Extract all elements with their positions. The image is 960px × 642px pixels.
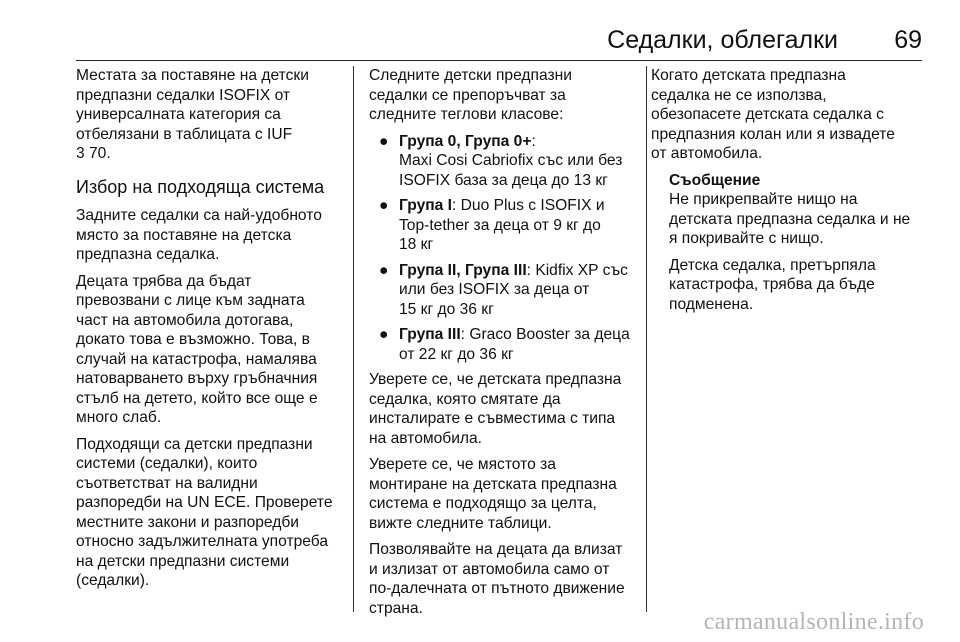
bullet-icon: ●: [379, 326, 389, 343]
col2-intro: Следните детски предпазни седалки се препоръчват за следните теглови класове:: [369, 67, 572, 123]
col1-paragraph-2: Децата трябва да бъдат превозвани с лице към задната част на автомобила дотогава, докато това е възможно. Това, в случай на катастрофа, намалява натоварването върху гръбначния стълб на детето, който все още е много слаб.: [76, 272, 318, 426]
column-3: [651, 66, 931, 321]
list-item-text: : Maxi Cosi Cabriofix със или без ISOFIX база за деца до 13 кг: [399, 132, 623, 189]
list-item-text: : Duo Plus с ISOFIX и Top-tether за деца от 9 кг до 18 кг: [399, 197, 605, 253]
col1-intro-text: Местата за поставяне на детски предпазни седалки ISOFIX от универсалната категория са отбелязани в таблицата с IUF: [76, 67, 309, 143]
column-1: [76, 66, 352, 598]
col3-paragraph-1: Когато детската предпазна седалка не се използва, обезопасете детската седалка с предпазния колан или я извадете от автомобила.: [651, 67, 895, 162]
note-block: [651, 171, 931, 315]
col1-paragraph-3: Подходящи са детски предпазни системи (седалки), които съответстват на валидни разпоредби на UN ECE. Проверете местните закони и разпоредби относно задължителната употреба на детски предпазни системи (седалки).: [76, 435, 333, 589]
bullet-icon: ●: [379, 197, 389, 214]
list-item-label: Група 0, Група 0+: [399, 132, 532, 150]
list-item-label: Група I: [399, 197, 452, 214]
list-item: [369, 325, 639, 364]
bullet-icon: ●: [379, 261, 389, 279]
page-header: [0, 22, 960, 58]
note-paragraph-1: Не прикрепвайте нищо на детската предпазна седалка и не я покривайте с нищо.: [669, 191, 911, 247]
list-item-text: : Graco Booster за деца от 22 кг до 36 кг: [399, 326, 630, 363]
list-item: [369, 261, 639, 320]
note-paragraph-2: Детска седалка, претърпяла катастрофа, трябва да бъде подменена.: [669, 256, 876, 313]
column-divider-1: [353, 66, 354, 612]
col1-paragraph-1: Задните седалки са най-удобното място за поставяне на детска предпазна седалка.: [76, 207, 322, 263]
col2-paragraph-1: Уверете се, че детската предпазна седалка, която смятате да инсталирате е съвместима с типа на автомобила.: [369, 371, 622, 447]
col2-paragraph-3: Позволявайте на децата да влизат и излизат от автомобила само от по-далечната от пътното движение страна.: [369, 541, 625, 617]
bullet-icon: ●: [379, 132, 389, 150]
section-heading: Избор на подходяща система: [76, 176, 325, 197]
list-item: [369, 196, 639, 255]
list-item-text: : Kidfix XP със или без ISOFIX за деца от 15 кг до 36 кг: [399, 261, 628, 318]
seat-group-list: [369, 132, 639, 365]
col1-intro: [76, 66, 352, 164]
list-item: [369, 132, 639, 191]
list-item-label: Група II, Група III: [399, 261, 527, 279]
note-title: Съобщение: [669, 171, 761, 189]
watermark: carmanualsonline.info: [703, 609, 924, 635]
section-title: Седалки, облегалки: [607, 26, 838, 54]
page-number: 69: [894, 26, 922, 54]
column-2: [369, 66, 639, 625]
list-item-label: Група III: [399, 326, 461, 343]
column-divider-2: [646, 66, 647, 612]
page-reference-link[interactable]: 3 70.: [76, 145, 111, 162]
col2-paragraph-2: Уверете се, че мястото за монтиране на детската предпазна система е подходящо за целта, вижте следните таблици.: [369, 456, 617, 532]
header-rule: [76, 60, 922, 61]
